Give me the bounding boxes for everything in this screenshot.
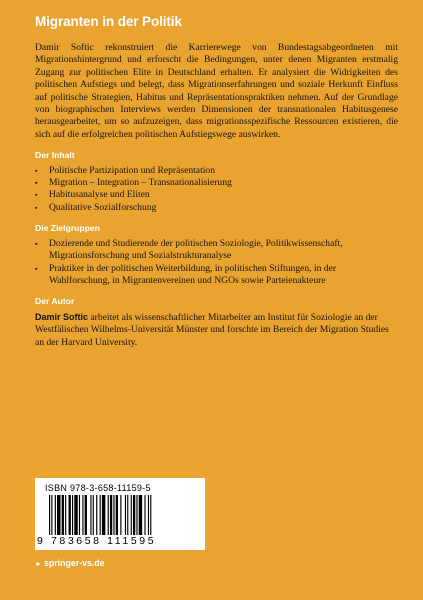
author-bio-text: arbeitet als wissenschaftlicher Mitarbeiter am Institut für Soziologie an der Westfälischen Wilhelms-Universität Münster und forschte im Bereich der Migration Studies an der Harvard University. (35, 311, 389, 348)
barcode-bar (51, 495, 52, 535)
barcode-bar (108, 495, 109, 535)
barcode-bar (82, 495, 83, 535)
barcode-bar (120, 495, 121, 535)
barcode-bar (85, 495, 87, 535)
barcode-bar (57, 495, 60, 535)
barcode-bar (90, 495, 91, 535)
publisher-link[interactable] (35, 558, 105, 568)
arrow-icon: ► (35, 561, 42, 568)
list-item: ▪ Praktiker in der politischen Weiterbildung, in politischen Stiftungen, in der Wahlforschung, in Migrantenvereinen und NGOs sowie Parteienakteure (35, 263, 398, 288)
isbn-label: ISBN 978-3-658-11159-5 (45, 483, 151, 493)
publisher-url: springer-vs.de (43, 558, 105, 568)
barcode-bar (93, 495, 94, 535)
barcode-bar (133, 495, 135, 535)
barcode-digits: 9 783658 111595 (37, 535, 157, 547)
list-item: ▪ Migration – Integration – Transnationalisierung (35, 177, 398, 189)
zielgruppen-list (35, 238, 398, 288)
barcode-bar (49, 495, 50, 535)
book-title: Migranten in der Politik (35, 14, 182, 29)
barcode-bar (116, 495, 118, 535)
barcode-bar (102, 495, 105, 535)
barcode-bar (131, 495, 132, 535)
barcode-bar (96, 495, 97, 535)
barcode-bar (127, 495, 128, 535)
barcode-bar (139, 495, 142, 535)
barcode-bar (144, 495, 145, 535)
barcode-bar (150, 495, 151, 535)
barcode-bar (74, 495, 77, 535)
isbn-barcode (35, 478, 205, 550)
barcode-bar (72, 495, 73, 535)
barcode-bar (62, 495, 64, 535)
barcode-bar (55, 495, 56, 535)
zielgruppen-heading: Die Zielgruppen (35, 223, 100, 234)
inhalt-list (35, 165, 398, 215)
author-name: Damir Softic (35, 311, 89, 322)
barcode-bar (136, 495, 137, 535)
inhalt-heading: Der Inhalt (35, 150, 75, 161)
barcode-bar (148, 495, 149, 535)
autor-heading: Der Autor (35, 296, 75, 307)
list-item: ▪ Politische Partizipation und Repräsentation (35, 165, 398, 177)
cover-text (35, 42, 398, 349)
list-item: ▪ Habitusanalyse und Eliten (35, 189, 398, 201)
barcode-bars (47, 495, 195, 535)
barcode-bar (110, 495, 112, 535)
barcode-bar (113, 495, 114, 535)
barcode-bar (100, 495, 101, 535)
barcode-bar (65, 495, 66, 535)
list-item: ▪ Dozierende und Studierende der politischen Soziologie, Politikwissenschaft, Migrationsforschung und Sozialstrukturanalyse (35, 238, 398, 263)
barcode-bar (79, 495, 80, 535)
abstract-paragraph: Damir Softic rekonstruiert die Karrierewege von Bundestagsabgeordneten mit Migrationshintergrund und erforscht die Bedingungen, unter denen Migranten erstmalig Zugang zur politischen Elite in Deutschland erhalten. Er analysiert die Widrigkeiten des politischen Aufstiegs und belegt, dass Migrationserfahrungen und soziale Herkunft Einfluss auf politische Strategien, Habitus und Repräsentationspraktiken nehmen. Auf der Grundlage von biographischen Interviews werden Dimensionen der transnationalen Habitusgenese herausgearbeitet, um so aufzuzeigen, dass migrationsspezifische Ressourcen existieren, die sich auf die erfolgreichen politischen Aufstiegswege auswirken. (35, 42, 398, 140)
list-item: ▪ Qualitative Sozialforschung (35, 202, 398, 214)
barcode-bar (125, 495, 126, 535)
author-bio (35, 311, 398, 349)
barcode-bar (69, 495, 71, 535)
